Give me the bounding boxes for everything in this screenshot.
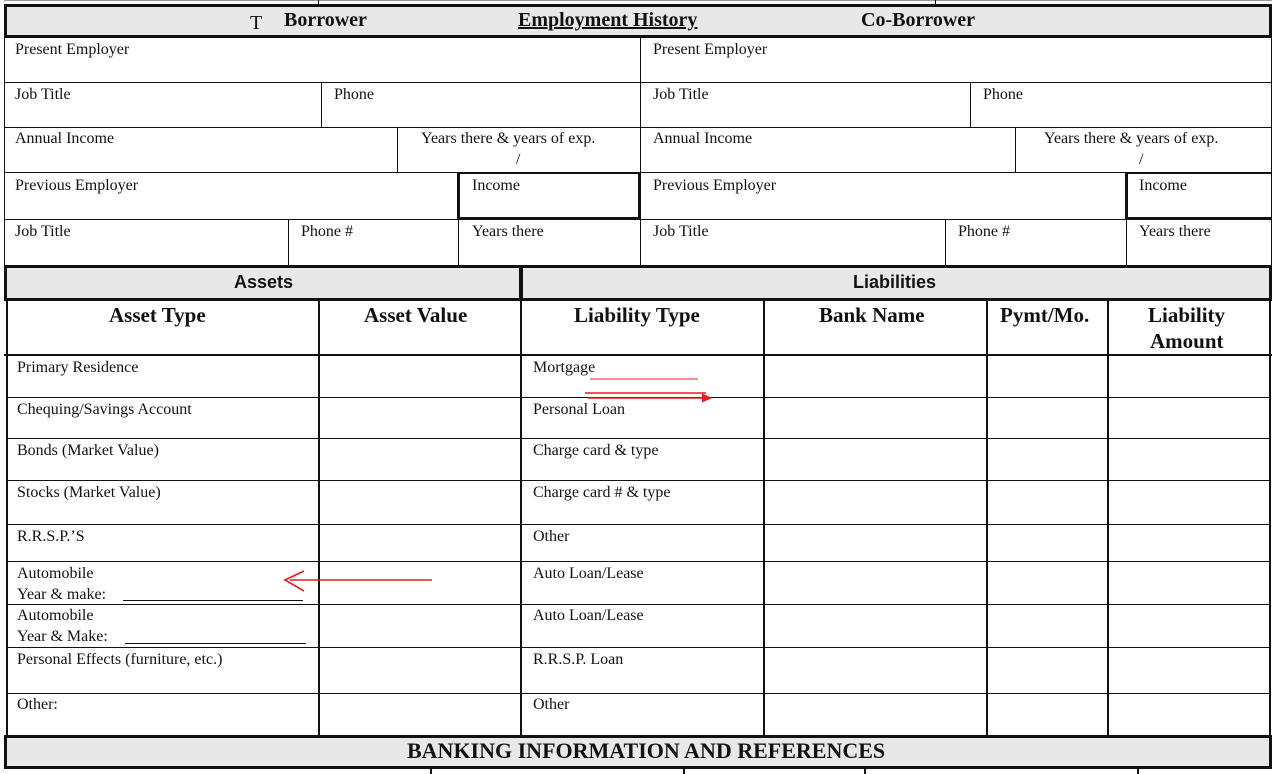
- asset-type-label: Stocks (Market Value): [17, 484, 161, 501]
- asset-type-label: Chequing/Savings Account: [17, 401, 192, 418]
- asset-type-label: Other:: [17, 696, 58, 713]
- coborrower-years-there-field[interactable]: Years there & years of exp.: [1044, 130, 1219, 147]
- liabilities-heading: Liabilities: [853, 272, 937, 292]
- borrower-heading: Borrower: [284, 9, 367, 31]
- year-make-input-line[interactable]: [125, 643, 306, 644]
- borrower-previous-employer-field[interactable]: Previous Employer: [15, 177, 139, 194]
- borrower-years-slash: /: [516, 151, 521, 168]
- asset-type-label: R.R.S.P.’S: [17, 528, 85, 545]
- liability-row-auto-loan-1[interactable]: Auto Loan/Lease: [533, 565, 644, 582]
- liability-row-auto-loan-2[interactable]: Auto Loan/Lease: [533, 607, 644, 624]
- borrower-years-there-field[interactable]: Years there & years of exp.: [421, 130, 596, 147]
- coborrower-previous-phone-field[interactable]: Phone #: [958, 223, 1010, 240]
- assets-heading: Assets: [234, 272, 294, 292]
- coborrower-previous-years-field[interactable]: Years there: [1139, 223, 1211, 240]
- borrower-previous-job-title-field[interactable]: Job Title: [15, 223, 71, 240]
- t-glyph: T: [250, 12, 263, 34]
- asset-type-label: Personal Effects (furniture, etc.): [17, 651, 223, 668]
- asset-value-header: Asset Value: [364, 303, 468, 327]
- coborrower-previous-income-field[interactable]: Income: [1139, 177, 1187, 194]
- banking-heading: BANKING INFORMATION AND REFERENCES: [407, 738, 886, 763]
- coborrower-previous-job-title-field[interactable]: Job Title: [653, 223, 709, 240]
- liability-row-charge-card-2[interactable]: Charge card # & type: [533, 484, 671, 501]
- annotation-right-arrow-head: [702, 394, 711, 402]
- liability-row-other-1[interactable]: Other: [533, 528, 570, 545]
- borrower-annual-income-field[interactable]: Annual Income: [15, 130, 115, 147]
- asset-type-label: Automobile: [17, 607, 94, 624]
- bank-name-header: Bank Name: [819, 303, 925, 327]
- pymt-mo-header: Pymt/Mo.: [1000, 303, 1090, 327]
- liability-row-charge-card-1[interactable]: Charge card & type: [533, 442, 659, 459]
- liability-amount-header-line2: Amount: [1150, 329, 1224, 353]
- liability-amount-header-line1: Liability: [1148, 303, 1226, 327]
- year-make-label: Year & Make:: [17, 628, 108, 645]
- borrower-previous-years-field[interactable]: Years there: [472, 223, 544, 240]
- asset-type-label: Automobile: [17, 565, 94, 582]
- liability-row-rrsp-loan[interactable]: R.R.S.P. Loan: [533, 651, 624, 668]
- borrower-previous-income-field[interactable]: Income: [472, 177, 520, 194]
- liability-type-header: Liability Type: [574, 303, 700, 327]
- employment-history-title: Employment History: [518, 9, 698, 31]
- coborrower-previous-employer-field[interactable]: Previous Employer: [653, 177, 777, 194]
- liability-row-other-2[interactable]: Other: [533, 696, 570, 713]
- year-make-label: Year & make:: [17, 586, 107, 603]
- liability-row-mortgage[interactable]: Mortgage: [533, 359, 596, 376]
- coborrower-years-slash: /: [1139, 151, 1144, 168]
- borrower-previous-phone-field[interactable]: Phone #: [301, 223, 353, 240]
- borrower-present-employer-field[interactable]: Present Employer: [15, 41, 130, 58]
- coborrower-phone-field[interactable]: Phone: [983, 86, 1023, 103]
- coborrower-heading: Co-Borrower: [861, 9, 976, 31]
- coborrower-annual-income-field[interactable]: Annual Income: [653, 130, 753, 147]
- coborrower-job-title-field[interactable]: Job Title: [653, 86, 709, 103]
- asset-type-header: Asset Type: [109, 303, 206, 327]
- year-make-input-line[interactable]: [123, 600, 303, 601]
- borrower-job-title-field[interactable]: Job Title: [15, 86, 71, 103]
- liability-row-personal-loan[interactable]: Personal Loan: [533, 401, 625, 418]
- asset-type-label: Primary Residence: [17, 359, 139, 376]
- borrower-phone-field[interactable]: Phone: [334, 86, 374, 103]
- asset-type-label: Bonds (Market Value): [17, 442, 159, 459]
- annotation-left-arrow-head: [285, 571, 304, 591]
- coborrower-present-employer-field[interactable]: Present Employer: [653, 41, 768, 58]
